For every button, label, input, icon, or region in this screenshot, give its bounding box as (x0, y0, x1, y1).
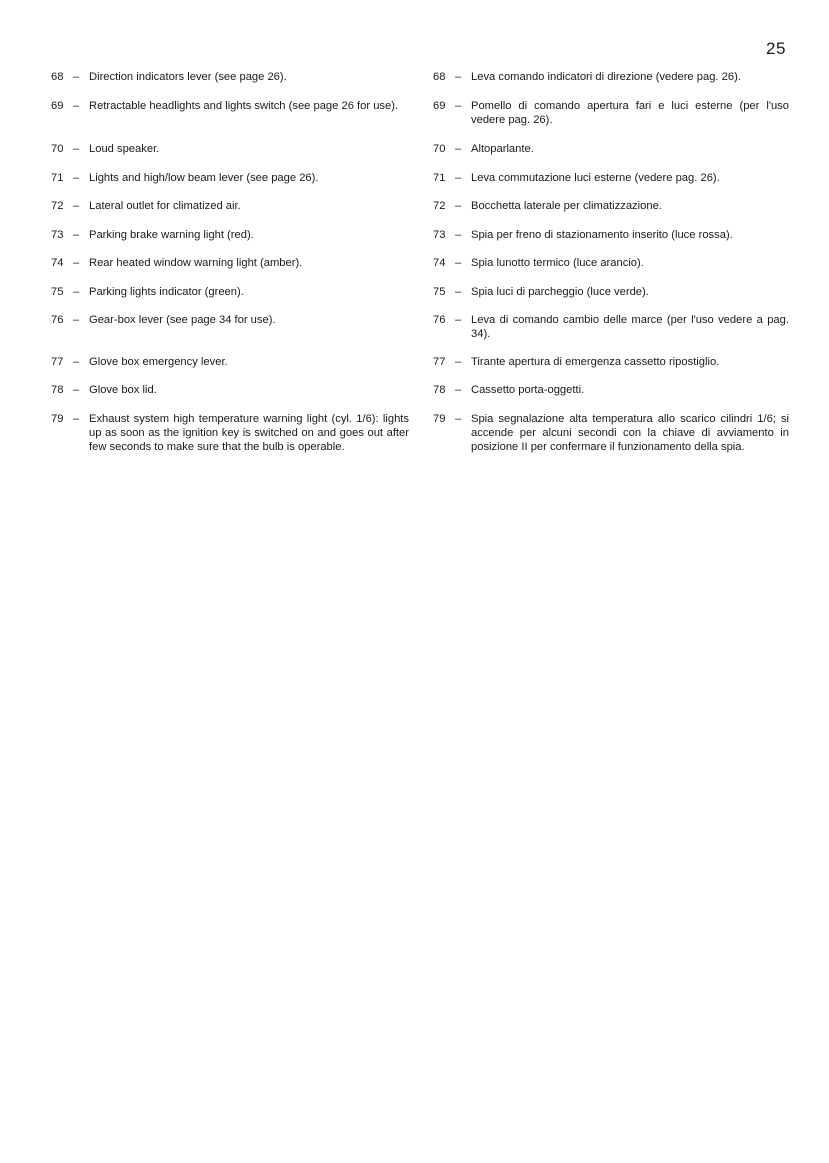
item-dash: – (73, 413, 80, 425)
item-text: Retractable headlights and lights switch (see page 26 for use). (89, 100, 399, 112)
item-number: 70 (433, 143, 446, 155)
list-item (51, 70, 409, 84)
list-item (51, 99, 409, 113)
item-text: Leva di comando cambio delle marce (per l'uso vedere a pag. 34). (471, 314, 789, 340)
item-text: Pomello di comando apertura fari e luci esterne (per l'uso vedere pag. 26). (471, 100, 789, 126)
list-item (433, 383, 789, 397)
item-dash: – (455, 172, 462, 184)
item-number: 79 (51, 413, 64, 425)
item-text: Glove box lid. (89, 384, 157, 396)
item-number: 70 (51, 143, 64, 155)
item-number: 73 (433, 229, 446, 241)
item-dash: – (455, 200, 462, 212)
item-dash: – (73, 71, 80, 83)
item-text: Leva comando indicatori di direzione (vedere pag. 26). (471, 71, 741, 83)
item-number: 72 (433, 200, 446, 212)
item-dash: – (73, 257, 80, 269)
item-dash: – (73, 286, 80, 298)
item-dash: – (455, 413, 462, 425)
item-text: Tirante apertura di emergenza cassetto ripostiglio. (471, 356, 720, 368)
list-item (433, 171, 789, 185)
item-dash: – (73, 356, 80, 368)
list-item (433, 412, 789, 454)
item-number: 75 (51, 286, 64, 298)
item-text: Exhaust system high temperature warning light (cyl. 1/6): lights up as soon as the ignition key is switched on and goes out after few seconds to make sure that the bulb is operable. (89, 413, 409, 453)
list-item (51, 228, 409, 242)
list-item (51, 313, 409, 327)
item-dash: – (73, 100, 80, 112)
list-item (51, 383, 409, 397)
page-number: 25 (766, 39, 786, 58)
list-item (433, 355, 789, 369)
item-dash: – (455, 286, 462, 298)
item-text: Spia per freno di stazionamento inserito (luce rossa). (471, 229, 733, 241)
item-dash: – (73, 314, 80, 326)
list-item (51, 412, 409, 454)
item-text: Bocchetta laterale per climatizzazione. (471, 200, 662, 212)
item-dash: – (73, 172, 80, 184)
item-number: 73 (51, 229, 64, 241)
list-item (433, 142, 789, 156)
item-number: 71 (433, 172, 446, 184)
item-number: 76 (433, 314, 446, 326)
item-dash: – (455, 71, 462, 83)
list-item (51, 256, 409, 270)
list-item (51, 285, 409, 299)
item-number: 79 (433, 413, 446, 425)
list-item (433, 228, 789, 242)
list-item (433, 313, 789, 341)
list-item (51, 199, 409, 213)
item-dash: – (73, 229, 80, 241)
item-text: Rear heated window warning light (amber). (89, 257, 303, 269)
item-text: Spia lunotto termico (luce arancio). (471, 257, 644, 269)
list-item (51, 355, 409, 369)
item-dash: – (455, 314, 462, 326)
item-number: 68 (433, 71, 446, 83)
item-number: 71 (51, 172, 64, 184)
item-number: 69 (433, 100, 446, 112)
item-text: Spia segnalazione alta temperatura allo scarico cilindri 1/6; si accende per alcuni secondi con la chiave di avviamento in posizione II per confermare il funzionamento della spia. (471, 413, 789, 453)
list-item (433, 285, 789, 299)
item-text: Lateral outlet for climatized air. (89, 200, 241, 212)
item-number: 74 (51, 257, 64, 269)
item-number: 69 (51, 100, 64, 112)
item-dash: – (455, 229, 462, 241)
item-dash: – (73, 384, 80, 396)
item-text: Loud speaker. (89, 143, 160, 155)
list-item (433, 99, 789, 127)
item-dash: – (455, 100, 462, 112)
item-text: Glove box emergency lever. (89, 356, 228, 368)
item-dash: – (455, 356, 462, 368)
item-number: 77 (433, 356, 446, 368)
item-text: Cassetto porta-oggetti. (471, 384, 585, 396)
item-number: 78 (51, 384, 64, 396)
item-number: 78 (433, 384, 446, 396)
item-text: Leva commutazione luci esterne (vedere pag. 26). (471, 172, 720, 184)
item-dash: – (455, 143, 462, 155)
list-item (433, 70, 789, 84)
list-item (433, 199, 789, 213)
item-dash: – (455, 257, 462, 269)
item-text: Direction indicators lever (see page 26). (89, 71, 287, 83)
item-number: 72 (51, 200, 64, 212)
item-text: Altoparlante. (471, 143, 534, 155)
item-dash: – (73, 143, 80, 155)
item-text: Lights and high/low beam lever (see page 26). (89, 172, 319, 184)
item-number: 75 (433, 286, 446, 298)
item-text: Gear-box lever (see page 34 for use). (89, 314, 276, 326)
item-number: 74 (433, 257, 446, 269)
item-text: Spia luci di parcheggio (luce verde). (471, 286, 649, 298)
item-number: 68 (51, 71, 64, 83)
list-item (51, 171, 409, 185)
item-number: 77 (51, 356, 64, 368)
list-item (51, 142, 409, 156)
item-number: 76 (51, 314, 64, 326)
item-text: Parking lights indicator (green). (89, 286, 244, 298)
item-dash: – (455, 384, 462, 396)
list-item (433, 256, 789, 270)
item-text: Parking brake warning light (red). (89, 229, 254, 241)
item-dash: – (73, 200, 80, 212)
